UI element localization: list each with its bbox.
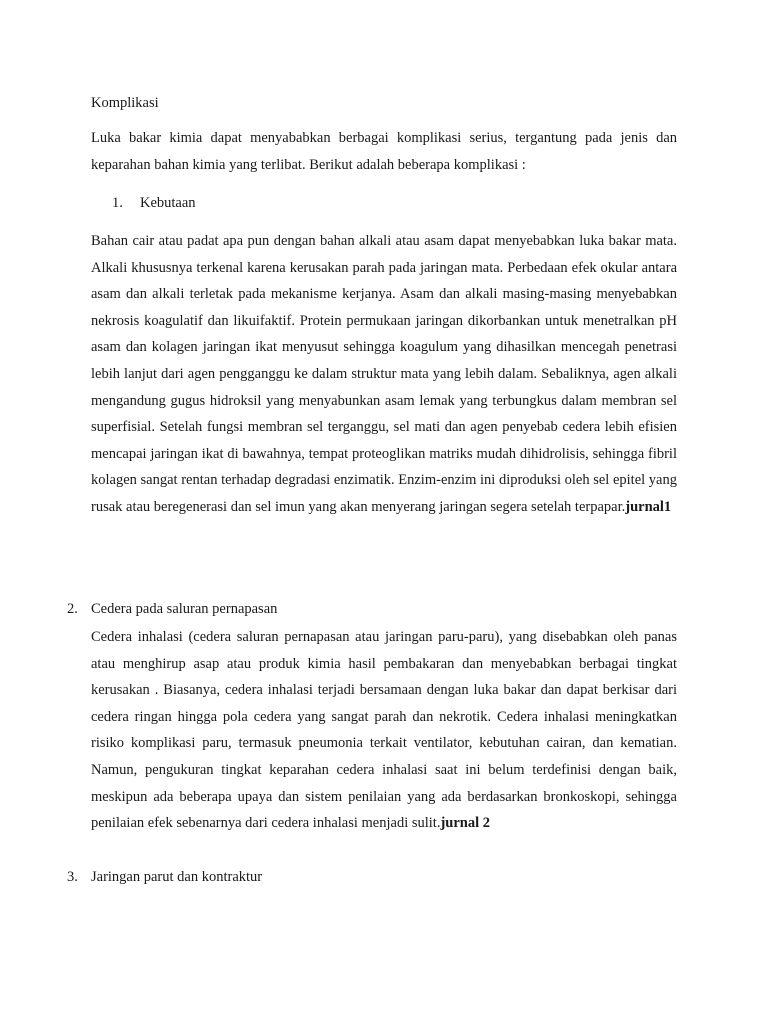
list-item-title: Cedera pada saluran pernapasan — [91, 601, 278, 617]
list-item-title: Jaringan parut dan kontraktur — [91, 869, 263, 885]
paragraph-text: Cedera inhalasi (cedera saluran pernapasan atau jaringan paru-paru), yang disebabkan oleh panas atau menghirup asap atau produk kimia hasil pembakaran dan menyebabkan berbagai tingkat kerusakan . Biasanya, cedera inhalasi terjadi bersamaan dengan luka bakar dan dapat berkisar dari cedera ringan hingga pola cedera yang sangat parah dan nekrotik. Cedera inhalasi meningkatkan risiko komplikasi paru, termasuk pneumonia terkait ventilator, kebutuhan cairan, dan kematian. Namun, pengukuran tingkat keparahan cedera inhalasi saat ini belum terdefinisi dengan baik, meskipun ada beberapa upaya dan sistem penilaian yang ada berdasarkan bronkoskopi, sehingga penilaian efek sebenarnya dari cedera inhalasi menjadi sulit. — [91, 629, 677, 832]
reference-link: jurnal 2 — [440, 815, 491, 832]
list-number: 1. — [112, 195, 123, 211]
list-number: 2. — [67, 601, 78, 617]
paragraph-text: Bahan cair atau padat apa pun dengan bahan alkali atau asam dapat menyebabkan luka bakar mata. Alkali khususnya terkenal karena kerusakan parah pada jaringan mata. Perbedaan efek okular antara asam dan alkali terletak pada mekanisme kerjanya. Asam dan alkali masing-masing menyebabkan nekrosis koagulatif dan likuifaktif. Protein permukaan jaringan dikorbankan untuk menetralkan pH asam dan kolagen jaringan ikat menyusut sehingga koagulum yang dihasilkan mencegah penetrasi lebih lanjut dari agen pengganggu ke dalam struktur mata yang lebih dalam. Sebaliknya, agen alkali mengandung gugus hidroksil yang menyabunkan asam lemak yang terbungkus dalam membran sel superfisial. Setelah fungsi membran sel terganggu, sel mati dan agen penyebab cedera lebih efisien mencapai jaringan ikat di bawahnya, tempat proteoglikan matriks mudah dihidrolisis, sehingga fibril kolagen sangat rentan terhadap degradasi enzimatik. Enzim-enzim ini diproduksi oleh sel epitel yang rusak atau beregenerasi dan sel imun yang akan menyerang jaringan segera setelah terpapar. — [91, 233, 677, 515]
list-item-kebutaan — [112, 193, 196, 213]
kebutaan-paragraph — [91, 228, 677, 521]
list-number: 3. — [67, 869, 78, 885]
cedera-pernapasan-paragraph — [91, 624, 677, 837]
list-item-jaringan-parut — [67, 867, 262, 887]
list-item-title: Kebutaan — [140, 195, 196, 211]
reference-link: jurnal1 — [625, 498, 672, 515]
list-item-cedera-saluran-pernapasan — [67, 599, 277, 619]
intro-paragraph: Luka bakar kimia dapat menyababkan berbagai komplikasi serius, tergantung pada jenis dan keparahan bahan kimia yang terlibat. Berikut adalah beberapa komplikasi : — [91, 130, 677, 173]
section-heading: Komplikasi — [91, 95, 159, 111]
